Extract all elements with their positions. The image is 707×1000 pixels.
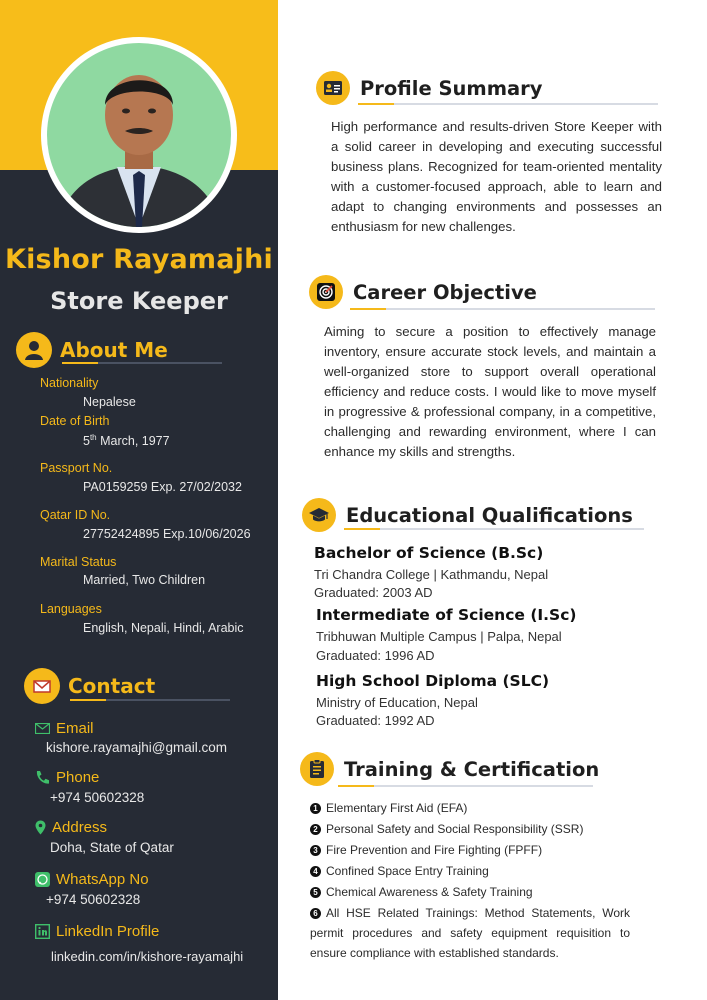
phone-item: Phone (35, 769, 99, 786)
edu-school-1: Tri Chandra College | Kathmandu, Nepal (314, 567, 549, 582)
edu-school-2: Tribhuwan Multiple Campus | Palpa, Nepal (316, 629, 562, 644)
nationality-value: Nepalese (83, 395, 136, 409)
education-heading (302, 498, 633, 532)
edu-degree-2: Intermediate of Science (I.Sc) (316, 606, 577, 624)
graduation-cap-icon (302, 498, 336, 532)
training-item: 2 Personal Safety and Social Responsibility (SSR) (310, 819, 630, 840)
qid-value: 27752424895 Exp.10/06/2026 (83, 527, 251, 541)
target-icon (309, 275, 343, 309)
dob-value: 5th March, 1977 (83, 433, 170, 449)
address-item: Address (35, 819, 107, 836)
edu-degree-3: High School Diploma (SLC) (316, 672, 550, 690)
summary-heading-text: Profile Summary (360, 76, 543, 100)
training-heading (300, 752, 599, 786)
candidate-name: Kishor Rayamajhi (4, 244, 274, 275)
contact-heading-text: Contact (68, 674, 156, 698)
clipboard-icon (300, 752, 334, 786)
address-value: Doha, State of Qatar (50, 840, 174, 855)
linkedin-item: LinkedIn Profile (35, 923, 159, 940)
sidebar (0, 0, 278, 1000)
whatsapp-item: WhatsApp No (35, 871, 149, 888)
edu-year-1: Graduated: 2003 AD (314, 585, 433, 600)
candidate-title: Store Keeper (50, 287, 228, 315)
objective-text: Aiming to secure a position to effectively manage inventory, ensure accurate stock levels, and maintain a well-organized store to support overall operational efficiency and reduce costs. I would like to move myself in progressive & professional company, in a competitive, challenging and rewarding environment, where I can enhance my skills and strengths. (324, 324, 656, 459)
person-icon (16, 332, 52, 368)
edu-year-2: Graduated: 1996 AD (316, 648, 435, 663)
linkedin-value[interactable]: linkedin.com/in/kishore-rayamajhi (51, 949, 244, 964)
training-item: 6 All HSE Related Trainings: Method Statements, Work permit procedures and safety equipment requisition to ensure compliance with established standards. (310, 906, 630, 960)
location-pin-icon (35, 820, 46, 835)
objective-heading-text: Career Objective (353, 280, 537, 304)
email-value[interactable]: kishore.rayamajhi@gmail.com (46, 740, 228, 755)
training-heading-text: Training & Certification (344, 757, 600, 781)
summary-rule (358, 103, 658, 105)
training-list (310, 798, 630, 963)
objective-heading (309, 275, 537, 309)
edu-year-3: Graduated: 1992 AD (316, 713, 435, 728)
contact-rule (70, 699, 230, 701)
about-heading-text: About Me (60, 338, 168, 362)
profile-photo (47, 43, 231, 227)
phone-value[interactable]: +974 50602328 (50, 790, 145, 805)
edu-degree-1: Bachelor of Science (B.Sc) (314, 544, 544, 562)
linkedin-icon (35, 924, 50, 939)
summary-heading (316, 71, 543, 105)
training-item: 4 Confined Space Entry Training (310, 861, 630, 882)
training-item: 5 Chemical Awareness & Safety Training (310, 882, 630, 903)
whatsapp-value[interactable]: +974 50602328 (46, 892, 141, 907)
education-heading-text: Educational Qualifications (346, 503, 633, 527)
about-rule (62, 362, 222, 364)
dob-label: Date of Birth (40, 414, 110, 428)
profile-card-icon (316, 71, 350, 105)
passport-value: PA0159259 Exp. 27/02/2032 (83, 480, 242, 494)
languages-label: Languages (40, 602, 102, 616)
whatsapp-icon (35, 872, 50, 887)
marital-label: Marital Status (40, 555, 117, 569)
edu-school-3: Ministry of Education, Nepal (316, 695, 478, 710)
mail-envelope-icon (24, 668, 60, 704)
nationality-label: Nationality (40, 376, 99, 390)
envelope-icon (35, 723, 50, 734)
email-item: Email (35, 720, 94, 737)
passport-label: Passport No. (40, 461, 113, 475)
languages-value: English, Nepali, Hindi, Arabic (83, 621, 244, 635)
phone-icon (35, 770, 50, 785)
qid-label: Qatar ID No. (40, 508, 111, 522)
training-item: 1 Elementary First Aid (EFA) (310, 798, 630, 819)
training-rule (338, 785, 593, 787)
objective-rule (350, 308, 655, 310)
marital-value: Married, Two Children (83, 573, 206, 587)
education-rule (344, 528, 644, 530)
training-item: 3 Fire Prevention and Fire Fighting (FPFF) (310, 840, 630, 861)
summary-text: High performance and results-driven Store Keeper with a solid career in developing and executing successful business plans. Recognized for team-oriented mentality with a customer-focused approach, able to learn and adapt to changing environments and possesses an enthusiasm for new challenges. (331, 119, 662, 234)
